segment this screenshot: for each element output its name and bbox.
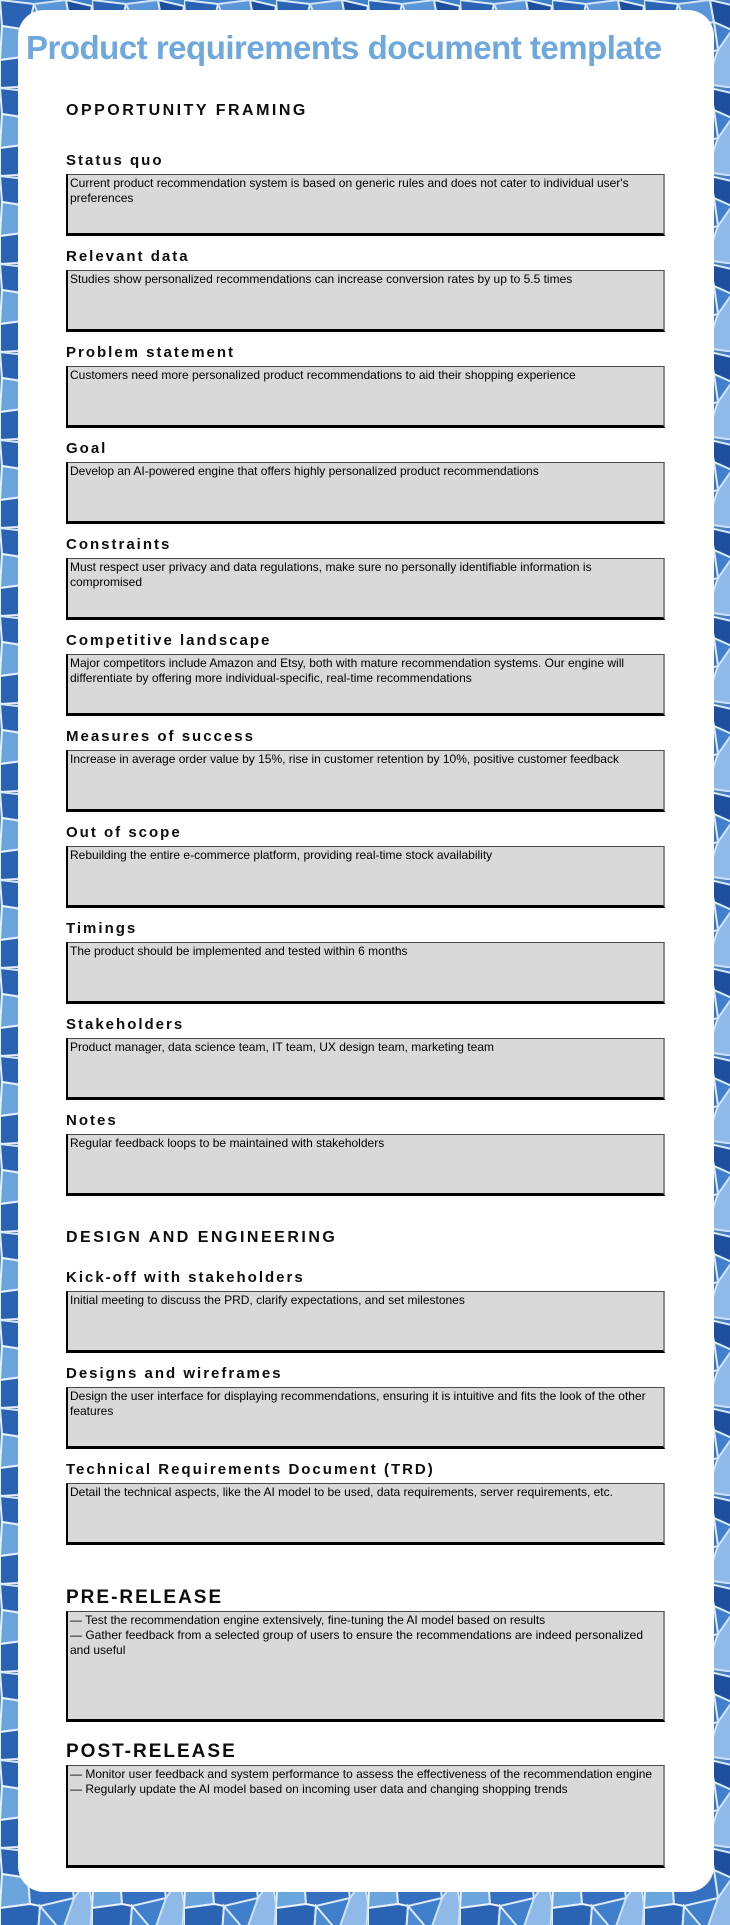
measures-of-success-textarea[interactable] [66, 750, 665, 812]
field-stakeholders [66, 1016, 665, 1100]
field-label: Notes [66, 1112, 118, 1129]
stakeholders-textarea[interactable] [66, 1038, 665, 1100]
field-label: Goal [66, 440, 108, 457]
section-fields [66, 1765, 665, 1868]
relevant-data-textarea[interactable] [66, 270, 665, 332]
field-notes [66, 1112, 665, 1196]
section-fields [66, 1611, 665, 1722]
field-timings [66, 920, 665, 1004]
section-heading: DESIGN AND ENGINEERING [66, 1229, 338, 1246]
technical-requirements-document-trd-textarea[interactable] [66, 1483, 665, 1545]
section-post-release [66, 1741, 665, 1868]
field-label: Technical Requirements Document (TRD) [66, 1461, 435, 1478]
kick-off-with-stakeholders-textarea[interactable] [66, 1291, 665, 1353]
field-label: Competitive landscape [66, 632, 272, 649]
field-label: Constraints [66, 536, 172, 553]
field-measures-of-success [66, 728, 665, 812]
section-opportunity-framing [66, 102, 665, 1196]
document-card [18, 10, 714, 1892]
field-label: Out of scope [66, 824, 182, 841]
field-label: Kick-off with stakeholders [66, 1269, 305, 1286]
section-design-and-engineering [66, 1229, 665, 1545]
field-kick-off-with-stakeholders [66, 1269, 665, 1353]
field-competitive-landscape [66, 632, 665, 716]
field-label: Stakeholders [66, 1016, 185, 1033]
field-label: Relevant data [66, 248, 190, 265]
section-heading: POST-RELEASE [66, 1741, 237, 1762]
field-label: Timings [66, 920, 138, 937]
page-title: Product requirements document template [26, 29, 662, 66]
notes-textarea[interactable] [66, 1134, 665, 1196]
competitive-landscape-textarea[interactable] [66, 654, 665, 716]
constraints-textarea[interactable] [66, 558, 665, 620]
field-goal [66, 440, 665, 524]
section-heading: PRE-RELEASE [66, 1587, 224, 1608]
section-pre-release [66, 1587, 665, 1722]
field-label: Designs and wireframes [66, 1365, 283, 1382]
field-relevant-data [66, 248, 665, 332]
post-release-textarea[interactable] [66, 1765, 665, 1868]
section-fields [66, 152, 665, 1196]
field-designs-and-wireframes [66, 1365, 665, 1449]
status-quo-textarea[interactable] [66, 174, 665, 236]
field-label: Status quo [66, 152, 164, 169]
pre-release-textarea[interactable] [66, 1611, 665, 1722]
field-status-quo [66, 152, 665, 236]
field-constraints [66, 536, 665, 620]
section-fields [66, 1269, 665, 1545]
designs-and-wireframes-textarea[interactable] [66, 1387, 665, 1449]
field-technical-requirements-document-trd [66, 1461, 665, 1545]
goal-textarea[interactable] [66, 462, 665, 524]
field-label: Measures of success [66, 728, 255, 745]
out-of-scope-textarea[interactable] [66, 846, 665, 908]
problem-statement-textarea[interactable] [66, 366, 665, 428]
field-out-of-scope [66, 824, 665, 908]
section-heading: OPPORTUNITY FRAMING [66, 102, 308, 119]
document-body [18, 102, 714, 1868]
timings-textarea[interactable] [66, 942, 665, 1004]
field-problem-statement [66, 344, 665, 428]
field-label: Problem statement [66, 344, 236, 361]
